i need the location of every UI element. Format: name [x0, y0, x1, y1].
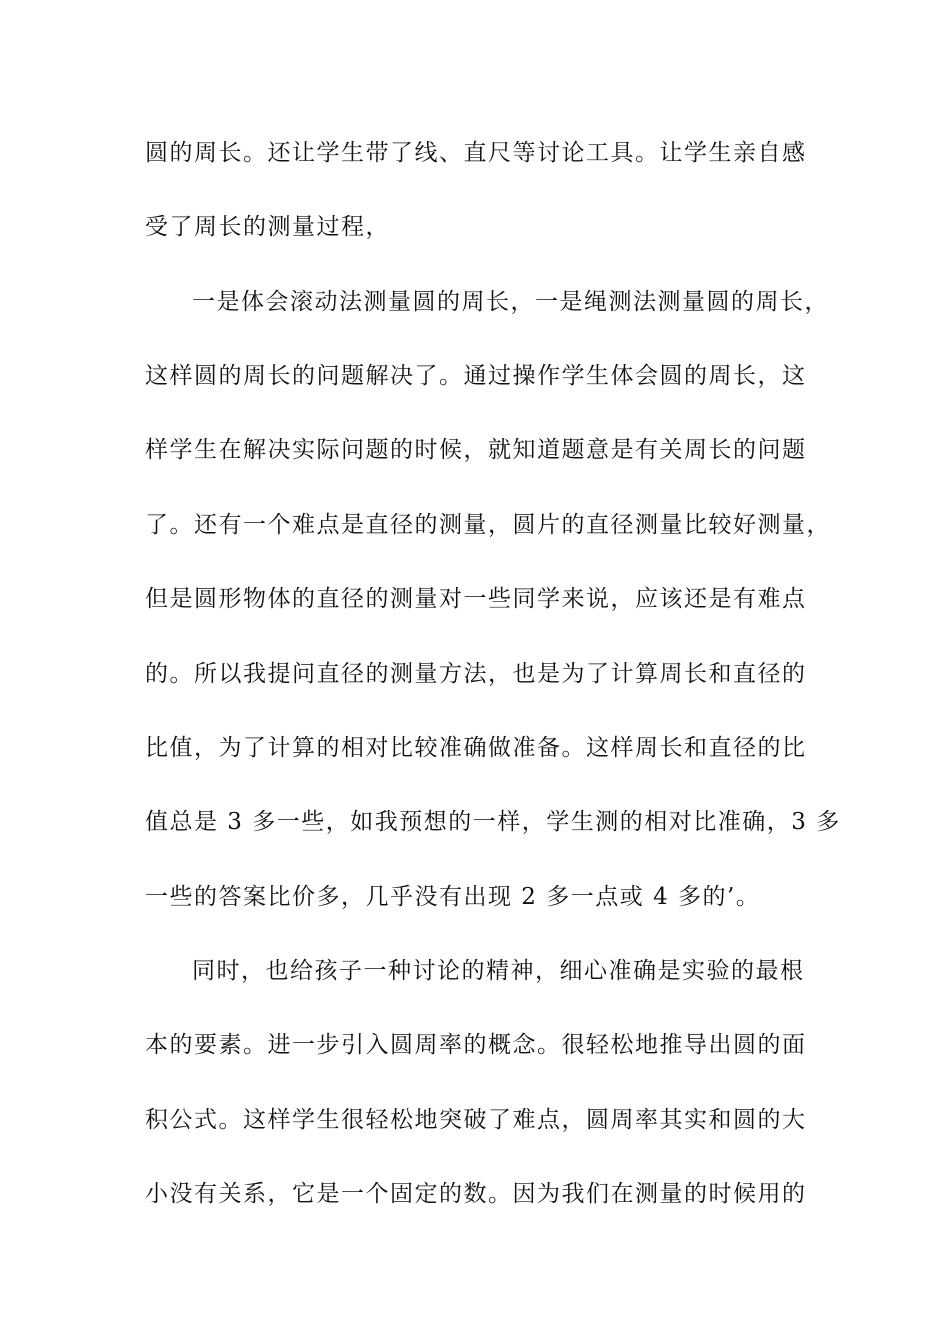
- text-line: 积公式。这样学生很轻松地突破了难点，圆周率其实和圆的大: [145, 1107, 807, 1133]
- text-line: 了。还有一个难点是直径的测量，圆片的直径测量比较好测量，: [145, 512, 831, 538]
- text-line: 样学生在解决实际问题的时候，就知道题意是有关周长的问题: [145, 437, 807, 463]
- paragraph-start-line: 一是体会滚动法测量圆的周长，一是绳测法测量圆的周长，: [192, 289, 829, 315]
- text-line: 受了周长的测量过程，: [145, 214, 390, 240]
- text-line: 一些的答案比价多，几乎没有出现 2 多一点或 4 多的’。: [145, 884, 761, 910]
- text-line: 圆的周长。还让学生带了线、直尺等讨论工具。让学生亲自感: [145, 140, 807, 166]
- text-line: 比值，为了计算的相对比较准确做准备。这样周长和直径的比: [145, 735, 807, 761]
- text-line: 但是圆形物体的直径的测量对一些同学来说，应该还是有难点: [145, 586, 807, 612]
- text-line: 本的要素。进一步引入圆周率的概念。很轻松地推导出圆的面: [145, 1032, 807, 1058]
- text-line: 的。所以我提问直径的测量方法，也是为了计算周长和直径的: [145, 661, 807, 687]
- text-line: 值总是 3 多一些，如我预想的一样，学生测的相对比准确，3 多: [145, 809, 841, 835]
- text-line: 小没有关系，它是一个固定的数。因为我们在测量的时候用的: [145, 1181, 807, 1207]
- text-line: 这样圆的周长的问题解决了。通过操作学生体会圆的周长，这: [145, 363, 807, 389]
- paragraph-start-line: 同时，也给孩子一种讨论的精神，细心准确是实验的最根: [192, 958, 805, 984]
